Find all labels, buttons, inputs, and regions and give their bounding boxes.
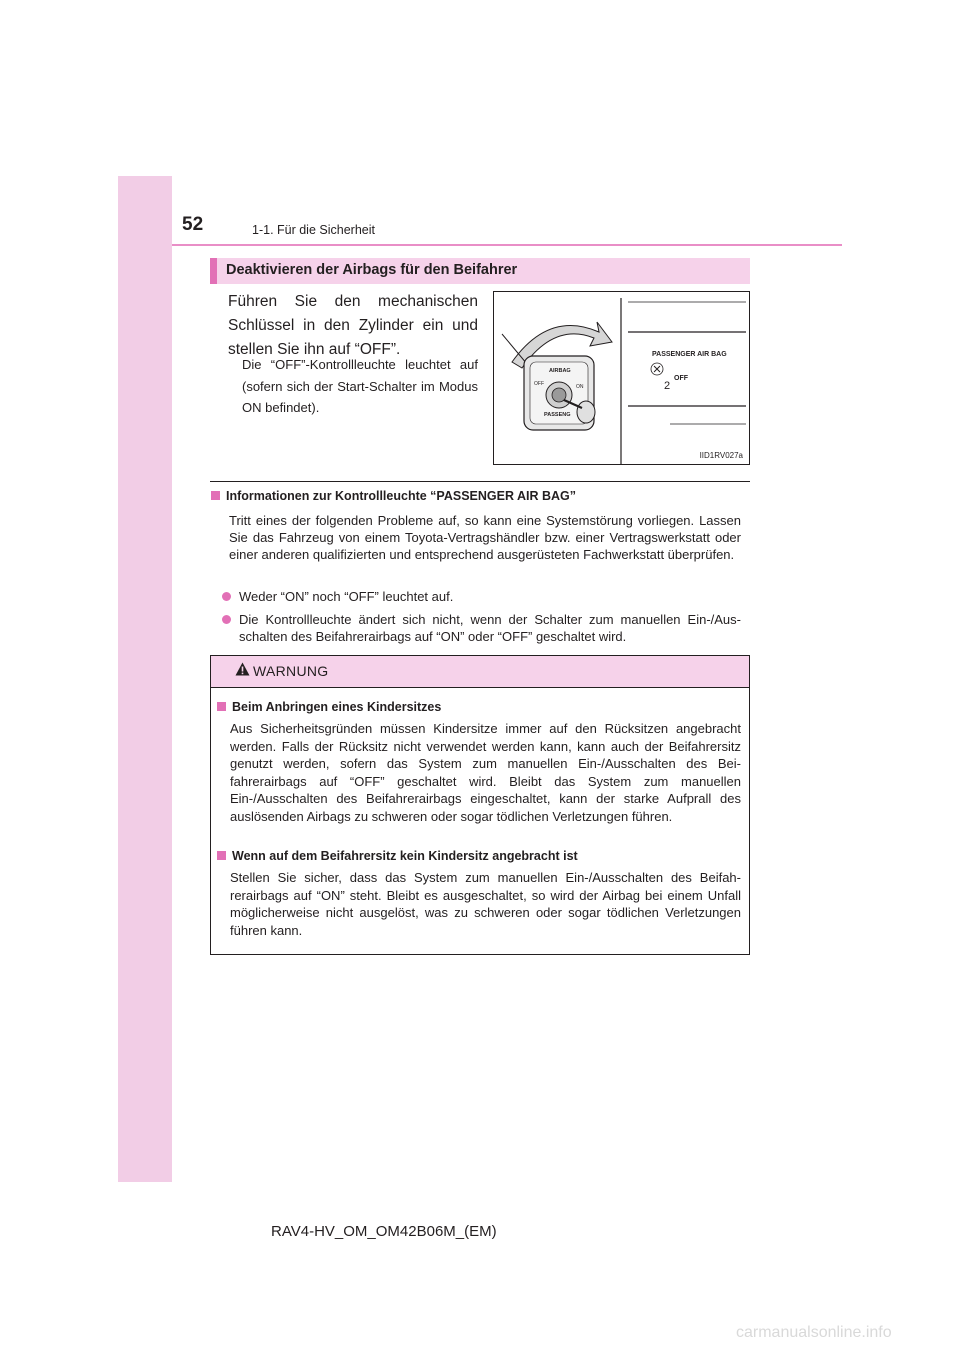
info-body: Tritt eines der folgenden Probleme auf, so kann eine Systemstörung vorliegen. Lassen Sie das Fahrzeug von einem Toyota-Vertragshändler bzw. einer Vertragswerkstatt oder einer anderen qualifizierten und entsprechend ausgerüsteten Fachwerkstatt überprüfen. — [229, 513, 741, 562]
info-heading — [211, 489, 576, 503]
svg-text:ON: ON — [576, 384, 584, 390]
section-header: 1-1. Für die Sicherheit — [252, 223, 375, 237]
square-bullet-icon — [217, 851, 226, 860]
warning-title: WARNUNG — [253, 663, 329, 679]
figure-id: IID1RV027a — [699, 451, 743, 460]
warning-item-heading-text: Wenn auf dem Beifahrersitz kein Kindersitz angebracht ist — [232, 849, 578, 863]
list-item — [222, 611, 741, 645]
warning-box — [210, 655, 750, 955]
list-item — [222, 588, 741, 605]
step-instruction: Führen Sie den mechanischen Schlüssel in den Zylinder ein und stellen Sie ihn auf “OFF”. — [228, 293, 478, 358]
page-number: 52 — [182, 214, 204, 235]
step-note: Die “OFF”-Kontrollleuchte leuchtet auf (sofern sich der Start-Schalter im Modus ON befindet). — [242, 357, 478, 415]
square-bullet-icon — [217, 702, 226, 711]
section-title: Deaktivieren der Airbags für den Beifahrer — [226, 262, 518, 278]
info-heading-text: Informationen zur Kontrollleuchte “PASSENGER AIR BAG” — [226, 489, 577, 503]
svg-text:AIRBAG: AIRBAG — [549, 368, 571, 374]
square-bullet-icon — [211, 491, 220, 500]
warning-item-heading — [217, 849, 578, 863]
warning-item-heading-text: Beim Anbringen eines Kindersitzes — [232, 700, 442, 714]
section-title-bar — [210, 258, 750, 284]
svg-text:2: 2 — [664, 380, 671, 392]
warning-triangle-icon — [235, 662, 250, 676]
list-item-text: Weder “ON” noch “OFF” leuchtet auf. — [239, 589, 454, 604]
warning-item-body: Aus Sicherheitsgründen müssen Kindersitze immer auf den Rücksitzen angebracht werden. Falls der Rücksitz nicht verwendet werden kann, kann auch der Beifahrersitz genutzt werden, sofern das System zum manuellen Ein-/Ausschalten des Beifahrerairbags auf “OFF” geschaltet wird. Bleibt das System zum manuellen Ein-/Ausschalten des Beifahrerairbags eingeschaltet, kann der starke Aufprall des auslösenden Airbags zu schweren oder sogar tödlichen Verletzungen führen. — [230, 721, 741, 824]
circle-bullet-icon — [222, 592, 231, 601]
key-cylinder-figure — [493, 291, 750, 465]
figure-label-passenger-air-bag: PASSENGER AIR BAG — [652, 351, 727, 358]
watermark: carmanualsonline.info — [736, 1324, 892, 1341]
warning-item-heading — [217, 700, 441, 714]
list-item-text: Die Kontrollleuchte ändert sich nicht, wenn der Schalter zum manuellen Ein-/Ausschalten des Beifahrerairbags auf “ON” oder “OFF” geschaltet wird. — [239, 612, 741, 644]
figure-label-off: OFF — [674, 375, 688, 382]
circle-bullet-icon — [222, 615, 231, 624]
key-cylinder-illustration — [494, 292, 749, 464]
warning-item-body: Stellen Sie sicher, dass das System zum manuellen Ein-/Ausschalten des Beifahrerairbags auf “ON” steht. Bleibt es ausgeschaltet, so wird der Airbag bei einem Unfall möglicherweise nicht ausgelöst, was zu schweren oder sogar tödlichen Verletzungen führen kann. — [230, 870, 741, 938]
footer-model-code: RAV4-HV_OM_OM42B06M_(EM) — [271, 1223, 497, 1240]
warning-header — [211, 656, 749, 688]
side-margin-band — [118, 176, 172, 1182]
svg-text:PASSENG: PASSENG — [544, 412, 571, 418]
header-rule — [172, 244, 842, 246]
svg-text:OFF: OFF — [534, 381, 544, 387]
divider-rule — [210, 481, 750, 482]
title-accent — [210, 258, 217, 284]
